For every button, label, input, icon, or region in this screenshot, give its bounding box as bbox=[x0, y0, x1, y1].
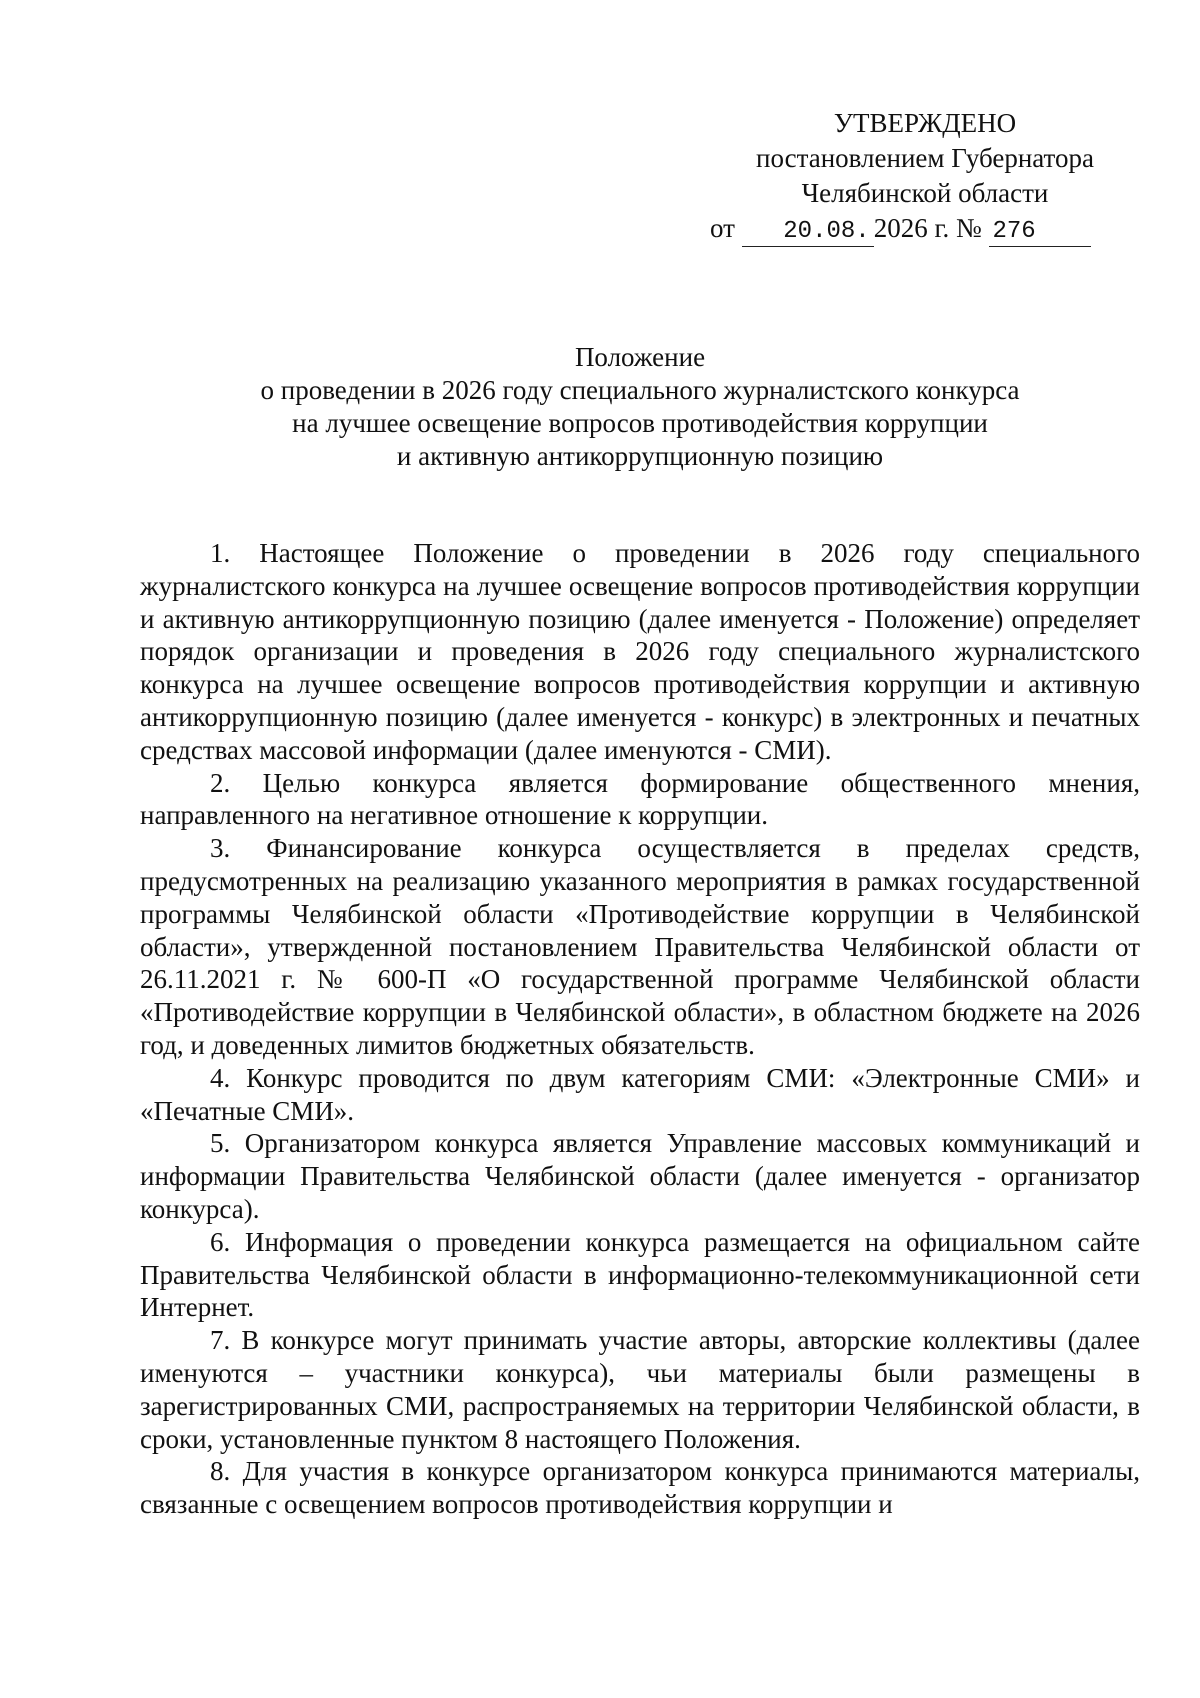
document-title bbox=[140, 341, 1140, 473]
title-line-3: на лучшее освещение вопросов противодействия коррупции bbox=[292, 408, 988, 438]
approval-stamp bbox=[700, 106, 1150, 247]
approved-region-line: Челябинской области bbox=[801, 178, 1049, 208]
paragraph-6: 6. Информация о проведении конкурса размещается на официальном сайте Правительства Челябинской области в информационно-телекоммуникационной сети Интернет. bbox=[140, 1226, 1140, 1323]
approval-year: 2026 г. № bbox=[873, 213, 982, 243]
approval-date: 20.08. bbox=[742, 218, 874, 247]
paragraph-3: 3. Финансирование конкурса осуществляется в пределах средств, предусмотренных на реализацию указанного мероприятия в рамках государственной программы Челябинской области «Противодействие коррупции в Челябинской области», утвержденной постановлением Правительства Челябинской области от 26.11.2021 г. № 600-П «О государственной программе Челябинской области «Противодействие коррупции в Челябинской области», в областном бюджете на 2026 год, и доведенных лимитов бюджетных обязательств. bbox=[140, 833, 1140, 1060]
document-body bbox=[140, 537, 1140, 1521]
paragraph-1: 1. Настоящее Положение о проведении в 2026 году специального журналистского конкурса на лучшее освещение вопросов противодействия коррупции и активную антикоррупционную позицию (далее именуется - Положение) определяет порядок организации и проведения в 2026 году специального журналистского конкурса на лучшее освещение вопросов противодействия коррупции и активную антикоррупционную позицию (далее именуется - конкурс) в электронных и печатных средствах массовой информации (далее именуются - СМИ). bbox=[140, 538, 1140, 765]
paragraph-4: 4. Конкурс проводится по двум категориям СМИ: «Электронные СМИ» и «Печатные СМИ». bbox=[140, 1062, 1140, 1126]
title-line-1: Положение bbox=[574, 342, 706, 372]
paragraph-5: 5. Организатором конкурса является Управление массовых коммуникаций и информации Правительства Челябинской области (далее именуется - организатор конкурса). bbox=[140, 1128, 1140, 1224]
date-prefix: от bbox=[710, 213, 735, 243]
paragraph-2: 2. Целью конкурса является формирование общественного мнения, направленного на негативное отношение к коррупции. bbox=[140, 767, 1140, 831]
approved-by-line: постановлением Губернатора bbox=[756, 143, 1094, 173]
title-line-2: о проведении в 2026 году специального журналистского конкурса bbox=[260, 375, 1020, 405]
title-line-4: и активную антикоррупционную позицию bbox=[396, 441, 884, 471]
paragraph-7: 7. В конкурсе могут принимать участие авторы, авторские коллективы (далее именуются – участники конкурса), чьи материалы были размещены в зарегистрированных СМИ, распространяемых на территории Челябинской области, в сроки, установленные пунктом 8 настоящего Положения. bbox=[140, 1325, 1140, 1454]
approval-number: 276 bbox=[989, 218, 1091, 247]
approval-date-line bbox=[700, 211, 1150, 247]
approved-heading: УТВЕРЖДЕНО bbox=[833, 108, 1017, 138]
paragraph-8: 8. Для участия в конкурсе организатором конкурса принимаются материалы, связанные с освещением вопросов противодействия коррупции и bbox=[140, 1456, 1140, 1520]
